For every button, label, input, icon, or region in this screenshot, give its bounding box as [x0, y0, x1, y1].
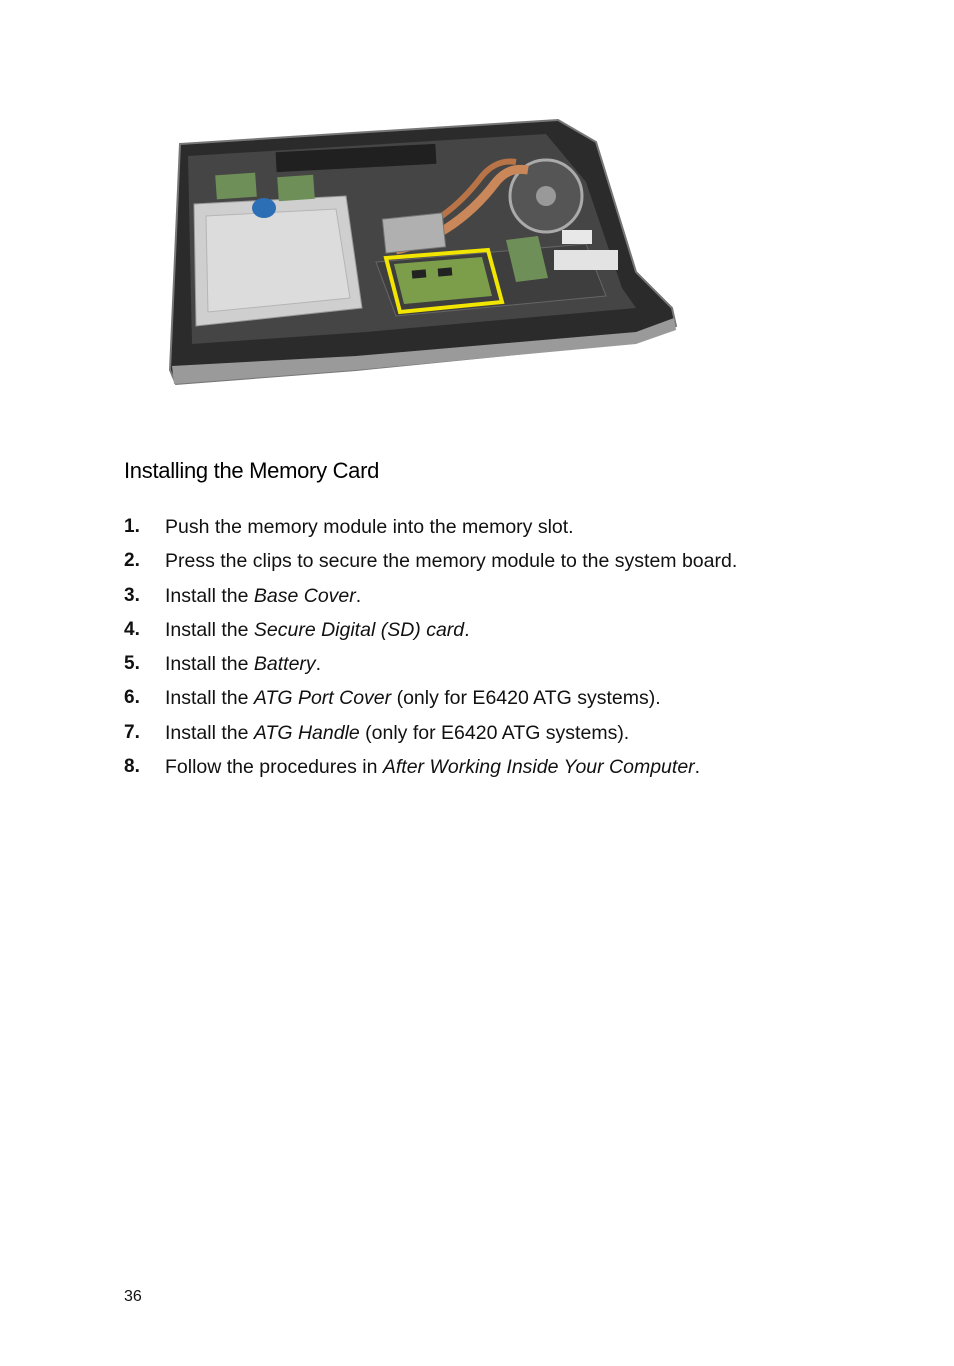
step-link-atg-handle[interactable]: ATG Handle — [253, 721, 360, 744]
coin-cell — [252, 198, 276, 218]
step-text: Install the Base Cover. — [165, 584, 362, 607]
section-heading: Installing the Memory Card — [124, 458, 380, 483]
step-text: Install the Battery. — [165, 653, 322, 676]
label-sticker — [562, 230, 592, 244]
step-number: 2. — [124, 550, 140, 572]
step-text: Push the memory module into the memory slot. — [165, 516, 574, 538]
step-text: Press the clips to secure the memory module to the system board. — [165, 550, 738, 573]
step-number: 4. — [124, 618, 140, 640]
step-link-after-working[interactable]: After Working Inside Your Computer — [382, 756, 695, 779]
step-link-battery[interactable]: Battery — [253, 653, 316, 676]
step-link-sd-card[interactable]: Secure Digital (SD) card — [253, 618, 465, 641]
step-number: 1. — [124, 516, 140, 537]
wireless-card — [215, 173, 257, 200]
page-number: 36 — [124, 1288, 142, 1305]
step-number: 5. — [124, 653, 140, 675]
step-link-base-cover[interactable]: Base Cover — [253, 584, 356, 607]
laptop-memory-photo — [166, 112, 678, 394]
step-number: 8. — [124, 756, 140, 778]
step-number: 3. — [124, 584, 140, 606]
step-text: Install the ATG Handle (only for E6420 ATG systems). — [165, 721, 630, 744]
step-number: 7. — [124, 721, 140, 743]
step-link-atg-port-cover[interactable]: ATG Port Cover — [253, 687, 392, 710]
step-text: Follow the procedures in After Working Inside Your Computer. — [165, 756, 701, 779]
step-text: Install the ATG Port Cover (only for E6420 ATG systems). — [165, 687, 661, 710]
step-text: Install the Secure Digital (SD) card. — [165, 618, 470, 641]
step-number: 6. — [124, 687, 140, 709]
